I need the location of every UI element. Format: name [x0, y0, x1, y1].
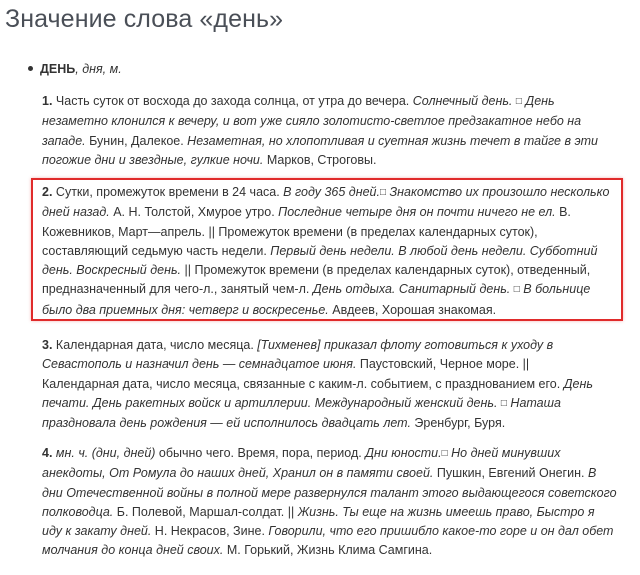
square-marker-icon: □ — [513, 284, 520, 296]
sense-line — [42, 484, 622, 503]
example-text: Солнечный день. — [412, 94, 516, 108]
example-text: Знакомство их произошло несколько — [386, 185, 610, 199]
sense-line — [42, 503, 622, 522]
definition-text: Эренбург, Буря. — [410, 416, 506, 431]
definition-text: В. — [555, 205, 571, 220]
example-text: печати. День ракетных войск и артиллерии. Международный женский день. — [42, 395, 501, 410]
square-marker-icon: □ — [500, 397, 507, 409]
example-text: молчания до конца дней своих. — [42, 543, 224, 558]
definition-text: составляющий седьмую часть недели. — [42, 243, 271, 258]
entry-header — [28, 60, 122, 78]
example-text: В — [587, 466, 597, 481]
sense-1 — [42, 92, 622, 170]
example-text: [Тихменев] приказал флоту готовиться к уходу в — [257, 338, 554, 352]
example-text: В больнице — [519, 282, 591, 297]
example-text: полководца. — [42, 504, 114, 519]
sense-line — [42, 301, 622, 320]
sense-line — [42, 112, 622, 131]
definition-text: Паустовский, Черное море. || — [356, 357, 530, 372]
sense-line — [42, 375, 622, 394]
sense-number: 2. — [42, 185, 53, 199]
example-text: иду к закату дней. — [42, 524, 152, 539]
sense-number: 1. — [42, 94, 53, 108]
example-text: западе. — [42, 133, 86, 148]
sense-line — [42, 261, 622, 280]
sense-line — [42, 92, 622, 112]
sense-number: 4. — [42, 446, 53, 460]
sense-line — [42, 280, 622, 300]
example-text: мн. ч. (дни, дней) — [55, 446, 156, 460]
sense-line — [42, 151, 622, 170]
example-text: незаметно клонился к вечеру, и вот уже сияло золотисто-светлое предзакатное небо на — [42, 114, 582, 129]
example-text: День — [521, 94, 555, 108]
definition-text: Кожевников, Март—апрель. || Промежуток времени (в пределах календарных суток), — [42, 224, 538, 239]
sense-line — [42, 242, 622, 261]
example-text: день. Воскресный день. — [42, 263, 182, 278]
example-text: было два приемных дня: четверг и воскресенье. — [42, 302, 329, 317]
example-text: В году 365 дней. — [283, 185, 380, 199]
sense-line — [42, 522, 622, 541]
example-text: Последние четыре дня он почти ничего не ел. — [278, 205, 556, 220]
example-text: дни Отечественной войны в полной мере развернулся талант этого выдающегося советского — [42, 485, 617, 500]
definition-text: Пушкин, Евгений Онегин. — [433, 466, 588, 481]
grammar-info: , дня, м. — [75, 62, 122, 76]
example-text: Жизнь. Ты еще на жизнь имеешь право, Быстро я — [297, 504, 595, 519]
definition-text: Календарная дата, число месяца. — [52, 338, 258, 352]
sense-2 — [42, 183, 622, 320]
definition-text: предназначенный для чего-л., занятый чем-л. — [42, 282, 313, 297]
sense-line — [42, 444, 622, 464]
example-text: дней назад. — [42, 205, 110, 220]
sense-line — [42, 541, 622, 560]
sense-line — [42, 183, 622, 203]
example-text: Наташа — [506, 395, 561, 410]
square-marker-icon: □ — [379, 187, 386, 198]
definition-text: Авдеев, Хорошая знакомая. — [328, 302, 497, 317]
example-text: Говорили, что его пришибло какое-то горе и он дал обет — [268, 524, 614, 539]
sense-line — [42, 355, 622, 374]
definition-text: Сутки, промежуток времени в 24 часа. — [52, 185, 284, 199]
sense-3 — [42, 336, 622, 433]
definition-text: А. Н. Толстой, Хмурое утро. — [109, 205, 279, 220]
sense-4 — [42, 444, 622, 561]
definition-text: обычно чего. Время, пора, период. — [155, 446, 366, 460]
sense-line — [42, 394, 622, 414]
page-title: Значение слова «день» — [5, 5, 284, 33]
definition-text: || Промежуток времени (в пределах календарных суток), отведенный, — [181, 263, 591, 278]
sense-line — [42, 414, 622, 433]
sense-line — [42, 223, 622, 242]
sense-number: 3. — [42, 338, 53, 352]
definition-text: М. Горький, Жизнь Клима Самгина. — [223, 543, 433, 558]
sense-line — [42, 132, 622, 151]
definition-text: Марков, Строговы. — [263, 152, 377, 167]
sense-line — [42, 336, 622, 355]
sense-line — [42, 203, 622, 222]
example-text: День отдыха. Санитарный день. — [312, 282, 514, 297]
square-marker-icon: □ — [441, 448, 448, 459]
headword: ДЕНЬ — [40, 62, 76, 76]
example-text: Дни юности. — [365, 446, 442, 460]
example-text: праздновала день рождения — ей исполнилось двадцать лет. — [42, 416, 411, 431]
example-text: День — [563, 376, 593, 391]
example-text: погожие дни и звездные, гулкие ночи. — [42, 152, 264, 167]
example-text: Севастополь и назначил день — семнадцатое июня. — [42, 357, 357, 372]
example-text: Незаметная, но хлопотливая и суетная жизнь течет в тайге в эти — [187, 133, 598, 148]
definition-text: Часть суток от восхода до захода солнца, от утра до вечера. — [52, 94, 413, 108]
definition-text: Календарная дата, число месяца, связанные с каким-л. событием, с празднованием его. — [42, 376, 564, 391]
example-text: Но дней минувших — [447, 446, 561, 460]
sense-line — [42, 464, 622, 483]
definition-text: Б. Полевой, Маршал-солдат. || — [113, 504, 298, 519]
example-text: Первый день недели. В любой день недели. Субботний — [270, 243, 598, 258]
bullet-icon — [28, 66, 33, 71]
example-text: анекдоты, От Ромула до наших дней, Хранил он в памяти своей. — [42, 466, 434, 481]
definition-text: Н. Некрасов, Зине. — [151, 524, 269, 539]
square-marker-icon: □ — [515, 96, 522, 107]
definition-text: Бунин, Далекое. — [85, 133, 188, 148]
